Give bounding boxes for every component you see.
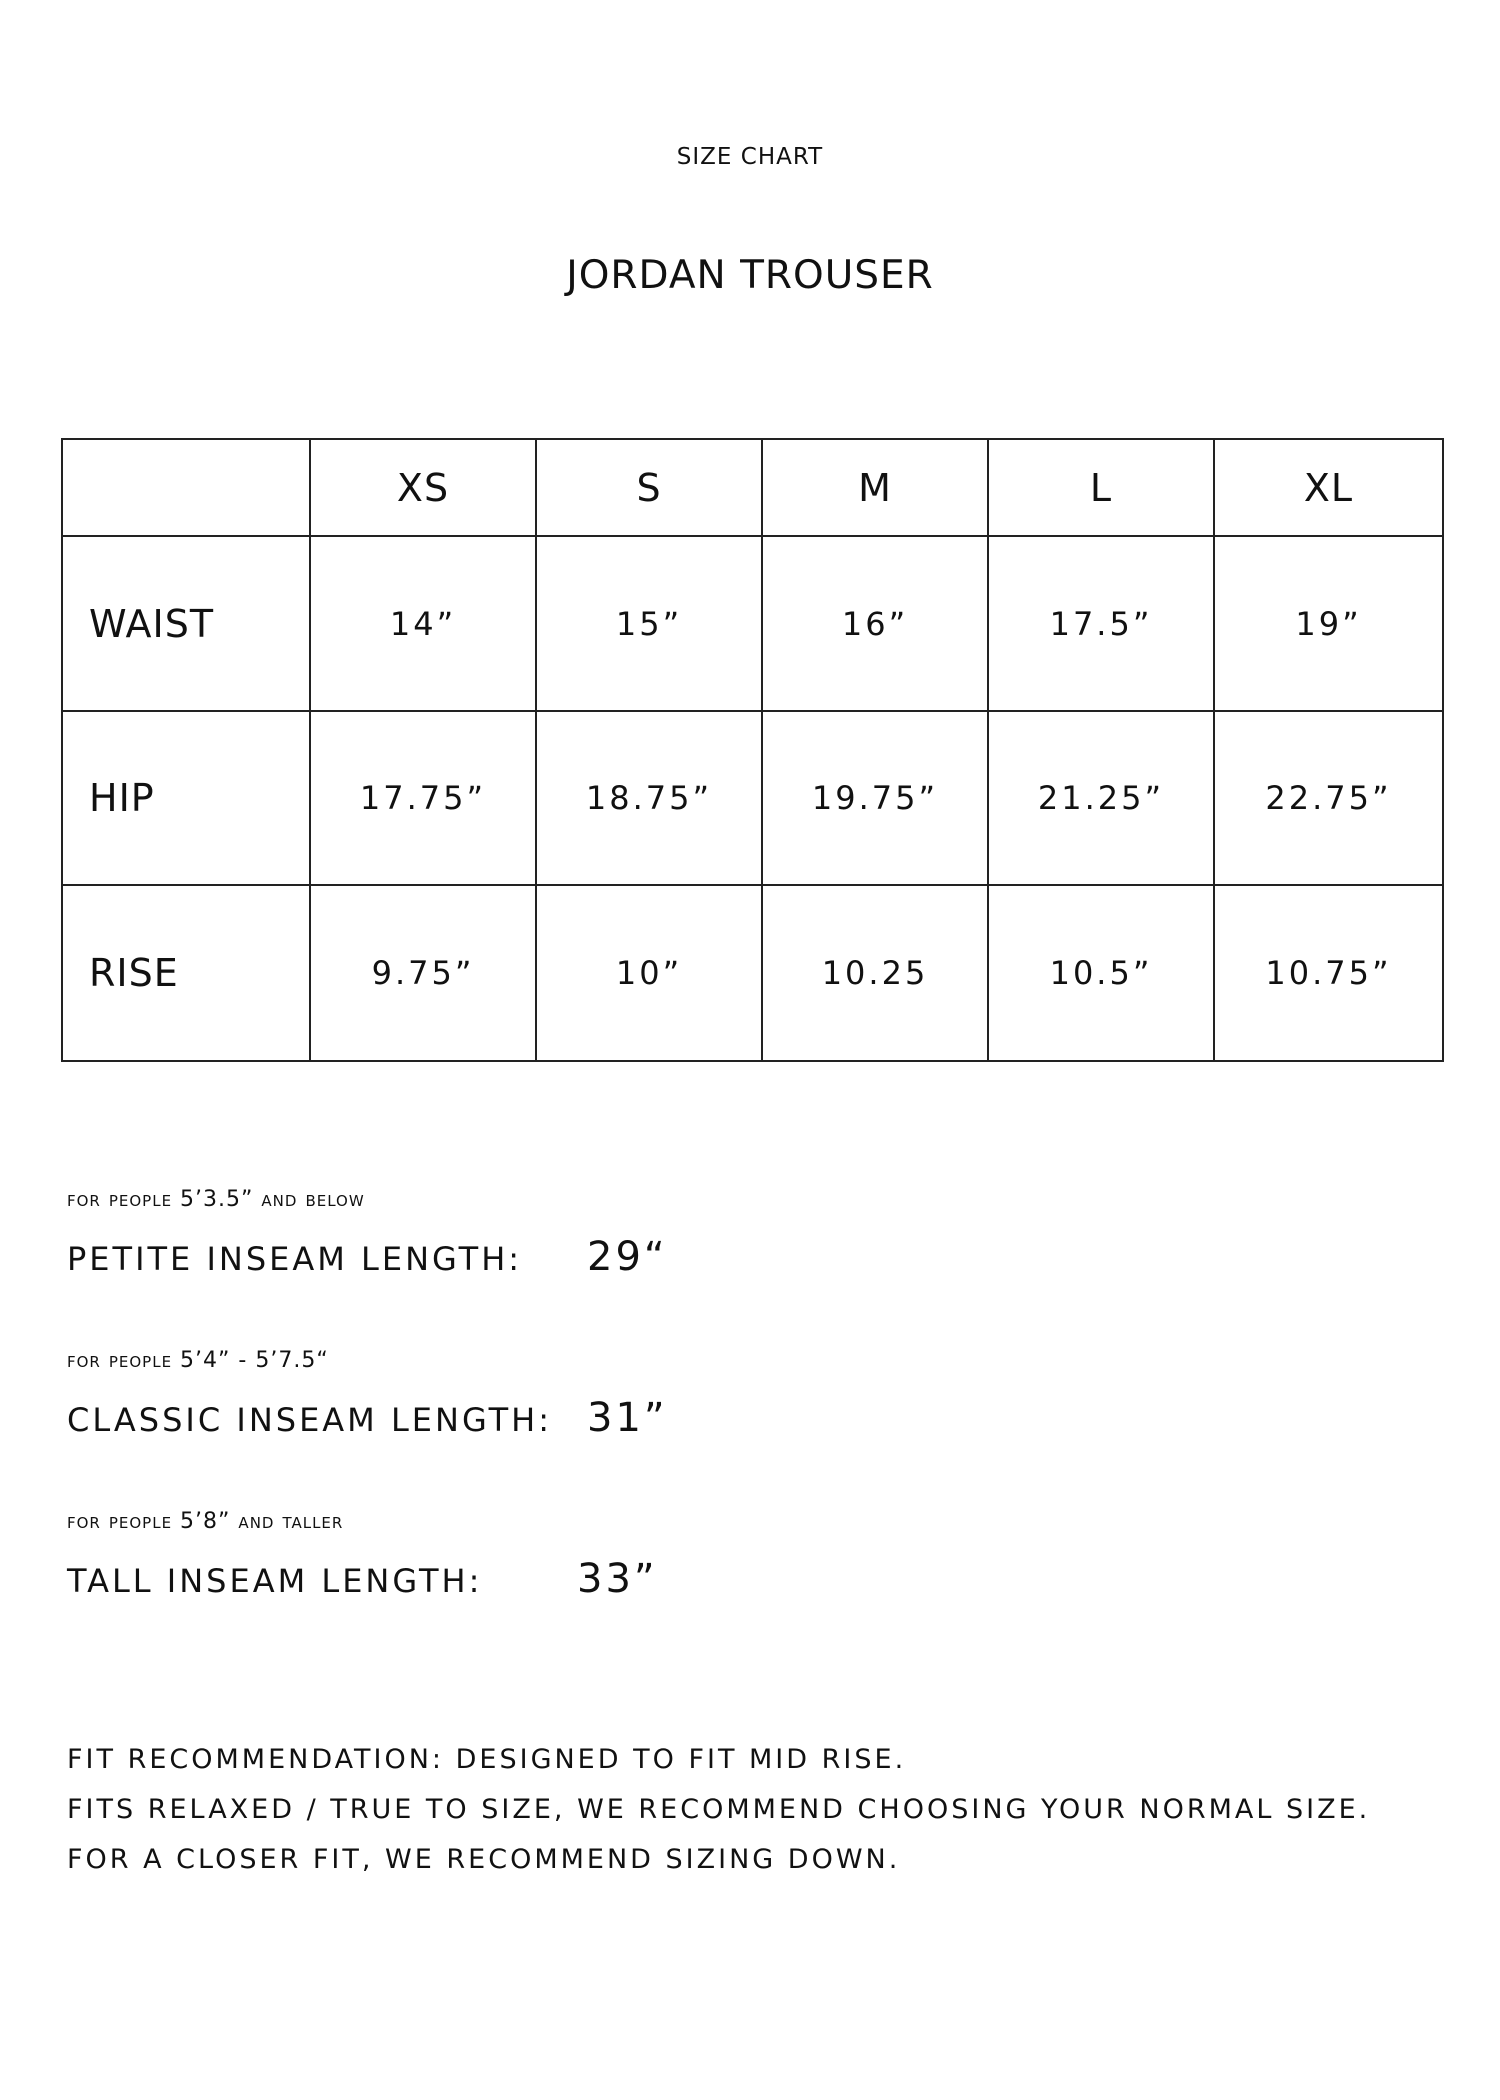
table-cell: 14” — [310, 536, 536, 711]
inseam-line — [67, 1556, 658, 1602]
row-label-rise: RISE — [62, 885, 310, 1061]
inseam-value: 29“ — [587, 1234, 668, 1280]
inseam-label: CLASSIC INSEAM LENGTH: — [67, 1401, 552, 1439]
size-header-l: L — [988, 439, 1214, 536]
row-label-hip: HIP — [62, 711, 310, 885]
fit-recommendation — [67, 1735, 1370, 1885]
inseam-audience: for people 5’3.5” and below — [67, 1187, 365, 1212]
table-cell: 18.75” — [536, 711, 762, 885]
table-cell: 22.75” — [1214, 711, 1443, 885]
table-cell: 10.5” — [988, 885, 1214, 1061]
table-cell: 10.25 — [762, 885, 988, 1061]
table-cell: 19” — [1214, 536, 1443, 711]
inseam-label: PETITE INSEAM LENGTH: — [67, 1240, 523, 1278]
inseam-line — [67, 1234, 668, 1280]
inseam-tall — [67, 1509, 658, 1602]
fit-line: FITS RELAXED / TRUE TO SIZE, WE RECOMMEND CHOOSING YOUR NORMAL SIZE. — [67, 1794, 1371, 1825]
table-cell: 10” — [536, 885, 762, 1061]
page-title: JORDAN TROUSER — [566, 253, 934, 298]
inseam-audience: for people 5’4” - 5’7.5“ — [67, 1348, 329, 1373]
size-header-m: M — [762, 439, 988, 536]
fit-line: FOR A CLOSER FIT, WE RECOMMEND SIZING DOWN. — [67, 1844, 901, 1875]
table-cell: 10.75” — [1214, 885, 1443, 1061]
inseam-audience: for people 5’8” and taller — [67, 1509, 344, 1534]
size-table — [61, 438, 1444, 1062]
table-cell: 19.75” — [762, 711, 988, 885]
inseam-value: 33” — [577, 1556, 658, 1602]
table-cell: 9.75” — [310, 885, 536, 1061]
table-cell: 16” — [762, 536, 988, 711]
table-cell: 15” — [536, 536, 762, 711]
inseam-label: TALL INSEAM LENGTH: — [67, 1562, 483, 1600]
table-cell: 17.5” — [988, 536, 1214, 711]
inseam-value: 31” — [587, 1395, 668, 1441]
inseam-line — [67, 1395, 668, 1441]
size-header-xs: XS — [310, 439, 536, 536]
table-cell: 21.25” — [988, 711, 1214, 885]
page-kicker: SIZE CHART — [676, 144, 824, 170]
row-label-waist: WAIST — [62, 536, 310, 711]
size-header-xl: XL — [1214, 439, 1443, 536]
table-row-hip — [62, 711, 1443, 885]
table-row-rise — [62, 885, 1443, 1061]
fit-line: FIT RECOMMENDATION: DESIGNED TO FIT MID RISE. — [67, 1744, 907, 1775]
size-header-row — [62, 439, 1443, 536]
corner-cell — [62, 439, 310, 536]
inseam-classic — [67, 1348, 668, 1441]
table-row-waist — [62, 536, 1443, 711]
size-header-s: S — [536, 439, 762, 536]
table-cell: 17.75” — [310, 711, 536, 885]
inseam-petite — [67, 1187, 668, 1280]
